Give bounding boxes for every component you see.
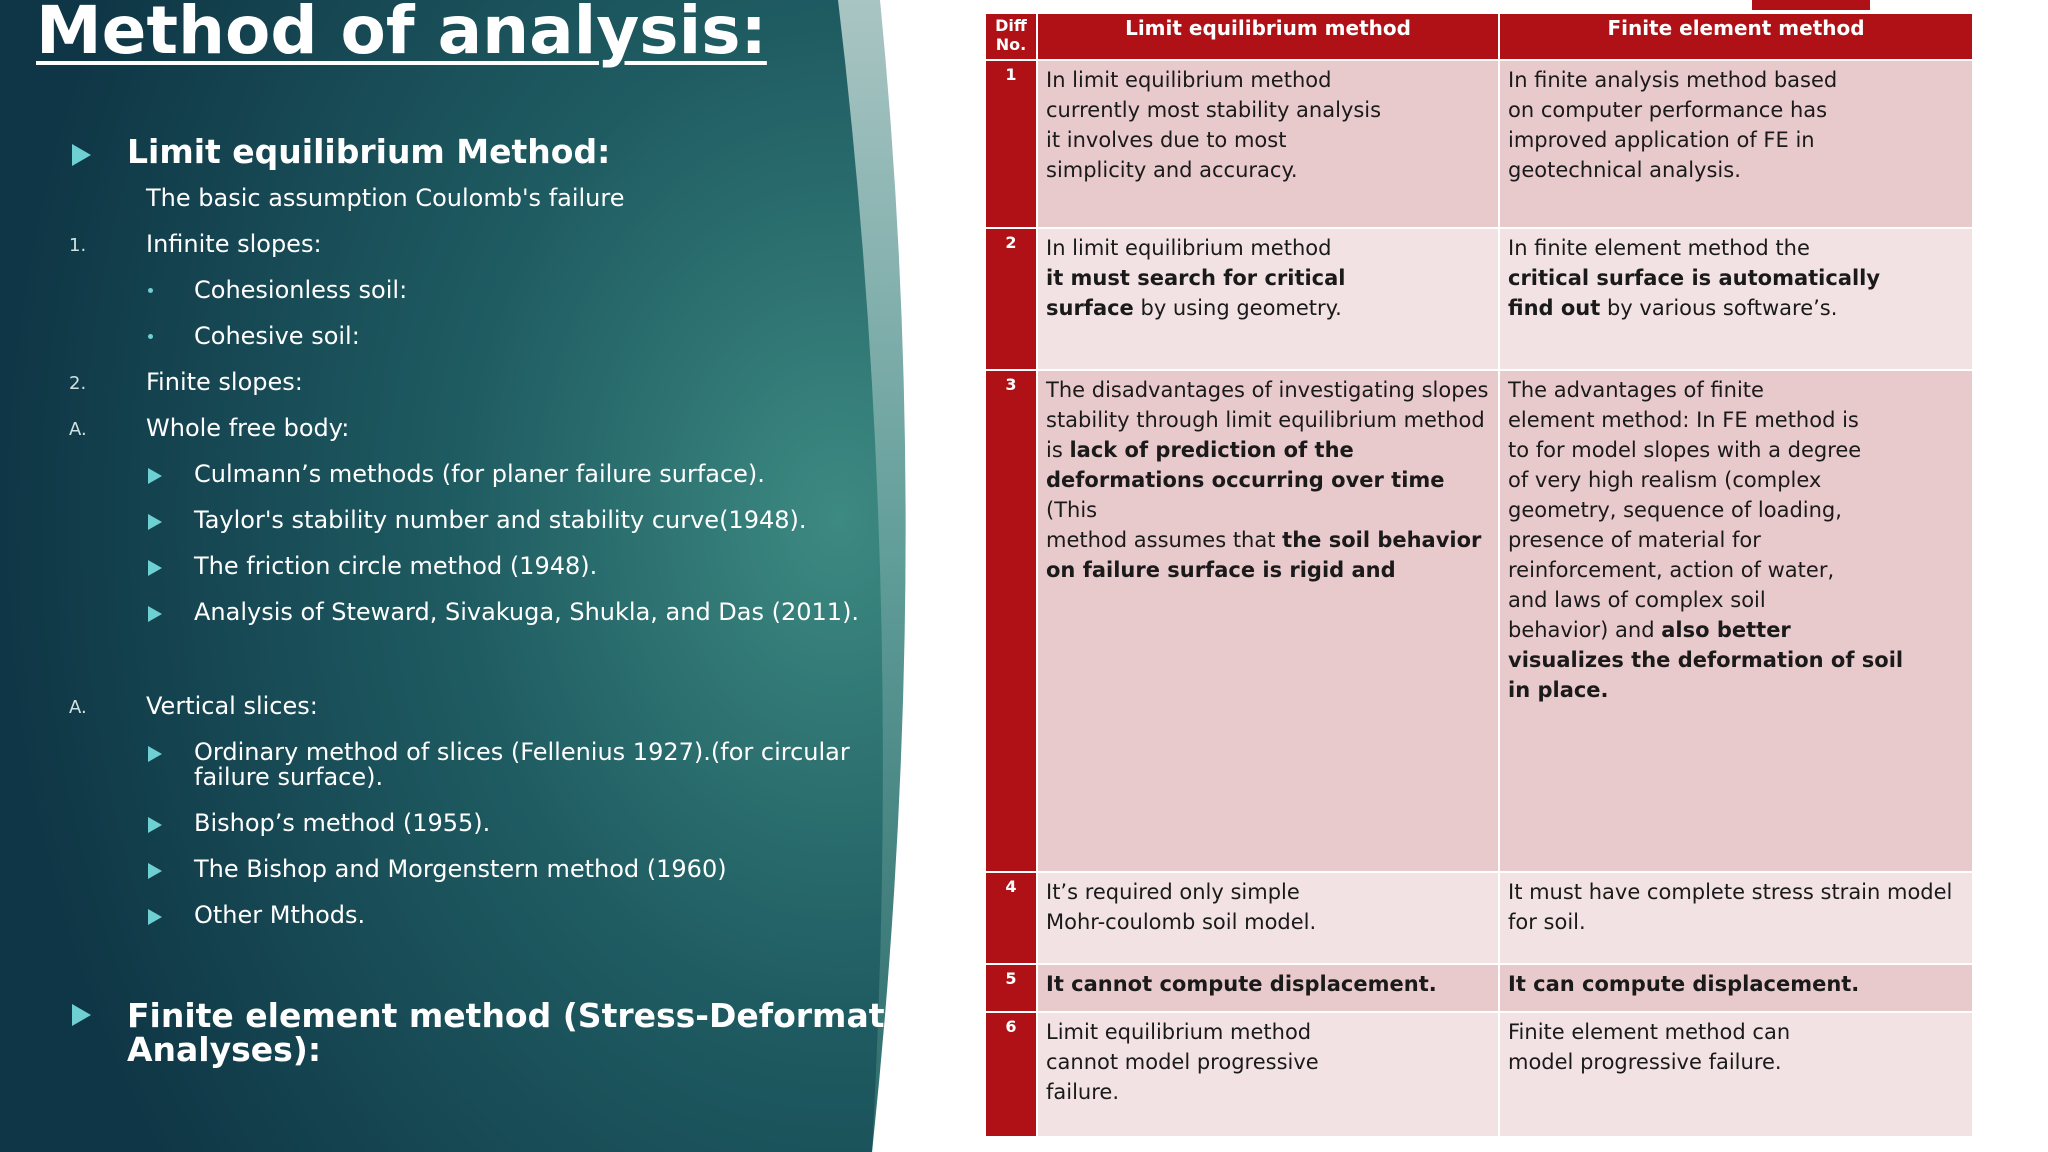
left-panel	[0, 0, 942, 1152]
finite-slopes-item: Finite slopes:	[146, 368, 303, 396]
limit-equilibrium-heading: Limit equilibrium Method:	[127, 132, 611, 171]
lem-cell: The disadvantages of investigating slopes stability through limit equilibrium method is lack of prediction of the deformations occurring over time (This method assumes that the soil behavior on failure surface is rigid and	[1037, 370, 1499, 872]
table-row	[985, 228, 1973, 370]
table-row	[985, 370, 1973, 872]
row-number: 4	[985, 872, 1037, 964]
fem-cell: In finite element method the critical surface is automatically find out by various software’s.	[1499, 228, 1973, 370]
fem-heading: Finite element method (Stress-Deformation	[127, 996, 942, 1035]
triangle-bullet-icon	[148, 746, 162, 762]
culmann-method-item: Culmann’s methods (for planer failure surface).	[194, 460, 765, 488]
top-accent-tab	[1752, 0, 1870, 10]
cohesionless-soil-item: Cohesionless soil:	[194, 276, 408, 304]
basic-assumption-text: The basic assumption Coulomb's failure	[146, 184, 625, 212]
table-row	[985, 1012, 1973, 1137]
triangle-bullet-icon	[148, 817, 162, 833]
fem-cell: In finite analysis method based on computer performance has improved application of FE in geotechnical analysis.	[1499, 60, 1973, 228]
fem-cell: Finite element method can model progressive failure.	[1499, 1012, 1973, 1137]
cohesive-soil-item: Cohesive soil:	[194, 322, 360, 350]
table-header-row	[985, 13, 1973, 60]
bishop-morgenstern-item: The Bishop and Morgenstern method (1960)	[194, 855, 727, 883]
row-number: 1	[985, 60, 1037, 228]
row-number: 3	[985, 370, 1037, 872]
ordinary-method-item: Ordinary method of slices (Fellenius 1927).(for circular	[194, 738, 850, 766]
row-number: 6	[985, 1012, 1037, 1137]
dot-bullet-icon	[148, 334, 153, 339]
steward-analysis-item: Analysis of Steward, Sivakuga, Shukla, and Das (2011).	[194, 598, 860, 626]
triangle-bullet-icon	[148, 863, 162, 879]
fem-cell: It must have complete stress strain model for soil.	[1499, 872, 1973, 964]
bishop-method-item: Bishop’s method (1955).	[194, 809, 491, 837]
taylor-stability-item: Taylor's stability number and stability curve(1948).	[194, 506, 807, 534]
table-row	[985, 964, 1973, 1012]
row-number: 5	[985, 964, 1037, 1012]
fem-cell: The advantages of finite element method: In FE method is to for model slopes with a degree of very high realism (complex geometry, sequence of loading, presence of material for reinforcement, action of water, and laws of complex soil behavior) and also better visualizes the deformation of soil in place.	[1499, 370, 1973, 872]
diff-no-header: Diff No.	[985, 13, 1037, 60]
item-number: 1.	[69, 235, 87, 256]
other-methods-item: Other Mthods.	[194, 901, 366, 929]
triangle-bullet-icon	[72, 1004, 91, 1026]
lem-cell: In limit equilibrium method currently most stability analysis it involves due to most simplicity and accuracy.	[1037, 60, 1499, 228]
item-letter: A.	[69, 419, 87, 440]
lem-cell: It’s required only simple Mohr-coulomb soil model.	[1037, 872, 1499, 964]
lem-cell: In limit equilibrium method it must search for critical surface by using geometry.	[1037, 228, 1499, 370]
item-letter: A.	[69, 697, 87, 718]
triangle-bullet-icon	[148, 514, 162, 530]
whole-free-body-item: Whole free body:	[146, 414, 350, 442]
vertical-slices-item: Vertical slices:	[146, 692, 318, 720]
triangle-bullet-icon	[148, 468, 162, 484]
slide-title: Method of analysis:	[36, 0, 767, 69]
ordinary-method-item-cont: failure surface).	[194, 763, 384, 791]
infinite-slopes-item: Infinite slopes:	[146, 230, 322, 258]
lem-cell: It cannot compute displacement.	[1037, 964, 1499, 1012]
friction-circle-item: The friction circle method (1948).	[194, 552, 598, 580]
fem-heading-cont: Analyses):	[127, 1030, 322, 1069]
lem-cell: Limit equilibrium method cannot model progressive failure.	[1037, 1012, 1499, 1137]
table-row	[985, 60, 1973, 228]
triangle-bullet-icon	[72, 144, 91, 166]
table-row	[985, 872, 1973, 964]
triangle-bullet-icon	[148, 909, 162, 925]
fem-cell: It can compute displacement.	[1499, 964, 1973, 1012]
fem-column-header: Finite element method	[1499, 13, 1973, 60]
row-number: 2	[985, 228, 1037, 370]
dot-bullet-icon	[148, 288, 153, 293]
triangle-bullet-icon	[148, 606, 162, 622]
triangle-bullet-icon	[148, 560, 162, 576]
item-number: 2.	[69, 373, 87, 394]
lem-column-header: Limit equilibrium method	[1037, 13, 1499, 60]
comparison-table	[984, 12, 1974, 1138]
